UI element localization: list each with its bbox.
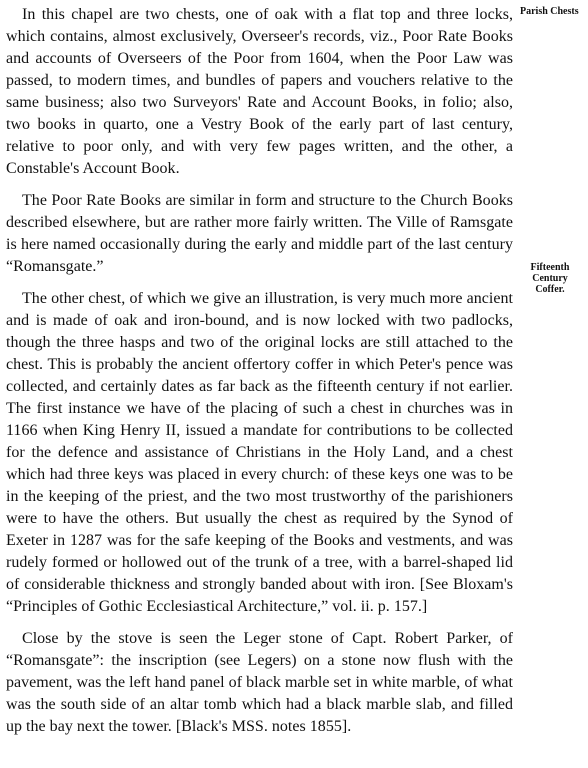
margin-note-line: Coffer. (535, 284, 565, 295)
paragraph-poor-rate-books: The Poor Rate Books are similar in form and structure to the Church Books described elsewhere, but are rather more fairly written. The Ville of Ramsgate is here named occasionally during the early and middle part of the last century “Romansgate.” (6, 192, 513, 275)
margin-note-fifteenth-century-coffer (520, 262, 580, 295)
margin-note-line: Fifteenth (530, 262, 570, 273)
main-text-column (6, 4, 513, 748)
margin-note-line: Century (532, 273, 568, 284)
margin-note-parish-chests: Parish Chests (520, 6, 579, 17)
paragraph-leger-stone: Close by the stove is seen the Leger stone of Capt. Robert Parker, of “Romansgate”: the inscription (see Legers) on a stone now flush with the pavement, was the left hand panel of black marble set in white marble, of what was the south side of an altar tomb which had a black marble slab, and filled up the bay next the tower. [Black's MSS. notes 1855]. (6, 630, 513, 735)
paragraph-other-chest: The other chest, of which we give an illustration, is very much more ancient and is made of oak and iron-bound, and is now locked with two padlocks, though the three hasps and two of the original locks are still attached to the chest. This is probably the ancient offertory coffer in which Peter's pence was collected, and certainly dates as far back as the fifteenth century if not earlier. The first instance we have of the placing of such a chest in churches was in 1166 when King Henry II, issued a mandate for contributions to be collected for the defence and assistance of Christians in the Holy Land, and a chest which had three keys was placed in every church: of these keys one was to be in the keeping of the priest, and the two most trustworthy of the parishioners were to have the others. But usually the chest as required by the Synod of Exeter in 1287 was for the safe keeping of the Books and vestments, and was rudely formed or hollowed out of the trunk of a tree, with a barrel-shaped lid of considerable thickness and strongly banded about with iron. [See Bloxam's “Principles of Gothic Ecclesiastical Architecture,” vol. ii. p. 157.] (6, 290, 513, 615)
paragraph-chapel-chests: In this chapel are two chests, one of oak with a flat top and three locks, which contains, almost exclusively, Overseer's records, viz., Poor Rate Books and accounts of Overseers of the Poor from 1604, when the Poor Law was passed, to modern times, and bundles of papers and vouchers relative to the same business; also two Surveyors' Rate and Account Books, in folio; also, two books in quarto, one a Vestry Book of the early part of last century, relative to poor only, and with very few pages written, and the other, a Constable's Account Book. (6, 6, 513, 177)
